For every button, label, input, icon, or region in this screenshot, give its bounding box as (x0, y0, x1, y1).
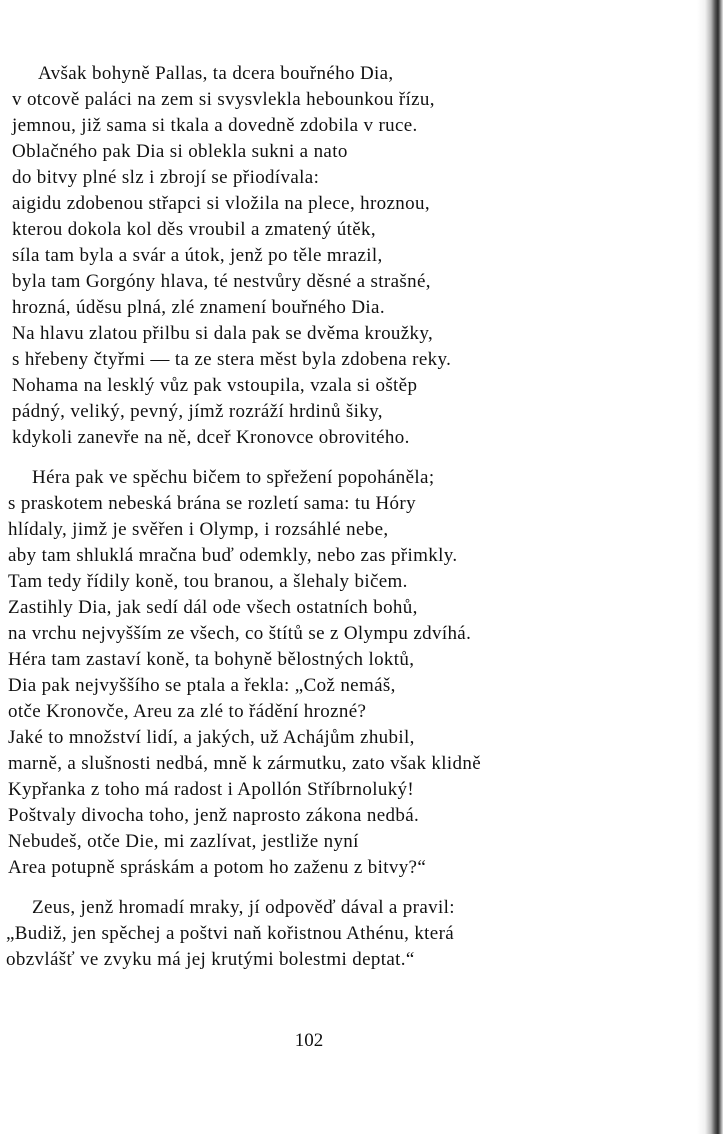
stanza-2-line-1: Héra pak ve spěchu bičem to spřežení popoháněla; (32, 467, 435, 488)
stanza-2-line-14: Poštvaly divocha toho, jenž naprosto zákona nedbá. (8, 805, 420, 826)
page-number: 102 (294, 1030, 324, 1051)
stanza-2-line-4: aby tam shluklá mračna buď odemkly, nebo zas přimkly. (8, 545, 458, 566)
stanza-2-line-8: Héra tam zastaví koně, ta bohyně bělostných loktů, (8, 649, 415, 670)
stanza-1-line-14: pádný, veliký, pevný, jímž rozráží hrdinů šiky, (12, 401, 383, 422)
stanza-2-line-10: otče Kronovče, Areu za zlé to řádění hrozné? (8, 701, 367, 722)
stanza-2-line-3: hlídaly, jimž je svěřen i Olymp, i rozsáhlé nebe, (8, 519, 389, 540)
stanza-2-line-5: Tam tedy řídily koně, tou branou, a šlehaly bičem. (8, 571, 408, 592)
stanza-2-line-13: Kypřanka z toho má radost i Apollón Stříbrnoluký! (8, 779, 415, 800)
stanza-1-line-6: aigidu zdobenou střapci si vložila na plece, hroznou, (12, 193, 430, 214)
stanza-1-line-5: do bitvy plné slz i zbrojí se přiodívala: (12, 167, 320, 188)
stanza-1-line-8: síla tam byla a svár a útok, jenž po těle mrazil, (12, 245, 383, 266)
stanza-2-line-7: na vrchu nejvyšším ze všech, co štítů se z Olympu zdvíhá. (8, 623, 472, 644)
stanza-1-line-3: jemnou, již sama si tkala a dovedně zdobila v ruce. (12, 115, 418, 136)
stanza-3-line-1: Zeus, jenž hromadí mraky, jí odpověď dával a pravil: (32, 897, 455, 918)
book-binding-edge (697, 0, 723, 1134)
stanza-3-line-2: „Budiž, jen spěchej a poštvi naň kořistnou Athénu, která (6, 923, 455, 944)
stanza-1-line-10: hrozná, úděsu plná, zlé znamení bouřného Dia. (12, 297, 385, 318)
stanza-1-line-1: Avšak bohyně Pallas, ta dcera bouřného Dia, (38, 63, 394, 84)
stanza-2-line-6: Zastihly Dia, jak sedí dál ode všech ostatních bohů, (8, 597, 418, 618)
stanza-1-line-13: Nohama na lesklý vůz pak vstoupila, vzala si oštěp (12, 375, 418, 396)
stanza-1-line-11: Na hlavu zlatou přilbu si dala pak se dvěma kroužky, (12, 323, 434, 344)
stanza-2-line-15: Nebudeš, otče Die, mi zazlívat, jestliže nyní (8, 831, 359, 852)
stanza-1-line-2: v otcově paláci na zem si svysvlekla hebounkou řízu, (12, 89, 435, 110)
stanza-2-line-16: Area potupně spráskám a potom ho zaženu z bitvy?“ (8, 857, 427, 878)
stanza-1-line-15: kdykoli zanevře na ně, dceř Kronovce obrovitého. (12, 427, 410, 448)
stanza-2-line-2: s praskotem nebeská brána se rozletí sama: tu Hóry (8, 493, 416, 514)
stanza-2-line-11: Jaké to množství lidí, a jakých, už Achájům zhubil, (8, 727, 415, 748)
stanza-1-line-7: kterou dokola kol děs vroubil a zmatený útěk, (12, 219, 376, 240)
stanza-1-line-9: byla tam Gorgóny hlava, té nestvůry děsné a strašné, (12, 271, 431, 292)
stanza-2-line-12: marně, a slušnosti nedbá, mně k zármutku, zato však klidně (8, 753, 482, 774)
stanza-1-line-4: Oblačného pak Dia si oblekla sukni a nato (12, 141, 348, 162)
stanza-1-line-12: s hřebeny čtyřmi — ta ze stera měst byla zdobena reky. (12, 349, 452, 370)
stanza-2-line-9: Dia pak nejvyššího se ptala a řekla: „Což nemáš, (8, 675, 396, 696)
stanza-3-line-3: obzvlášť ve zvyku má jej krutými bolestmi deptat.“ (6, 949, 415, 970)
